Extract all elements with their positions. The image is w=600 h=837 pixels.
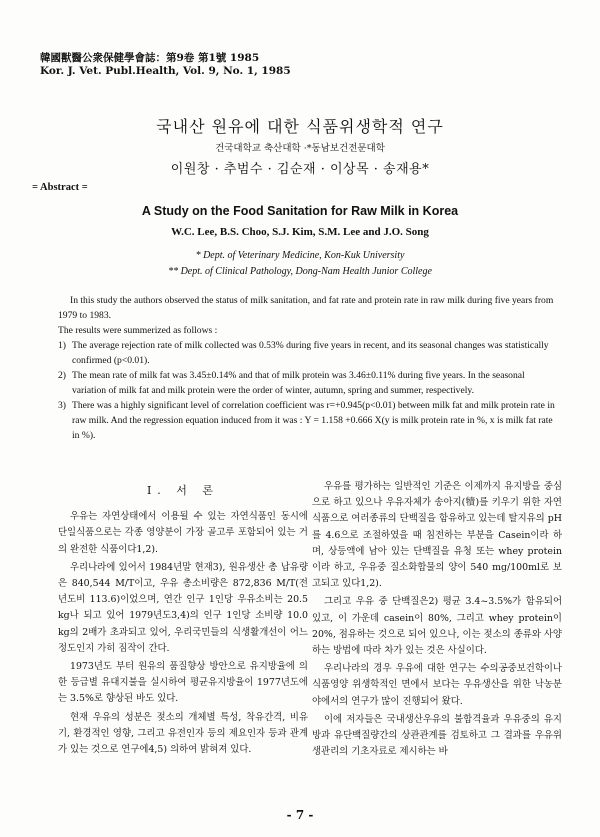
abstract-lead: The results were summerized as follows :	[58, 325, 218, 336]
body-paragraph: 그리고 우유 중 단백질은2) 평균 3.4~3.5%가 함유되어 있고, 이 가운데 casein이 80%, 그리고 whey protein이 20%, 점유하는 것으로 되어 있으나, 이는 젖소의 종류와 사양하는 방법에 따라 차가 있는 것은 사실이다.	[312, 596, 562, 657]
affiliation-en-1: * Dept. of Veterinary Medicine, Kon-Kuk University	[195, 250, 405, 261]
abstract-result-item	[58, 368, 558, 398]
authors-en: W.C. Lee, B.S. Choo, S.J. Kim, S.M. Lee and J.O. Song	[171, 226, 429, 238]
page-number: - 7 -	[286, 808, 314, 822]
abstract-label: = Abstract =	[32, 182, 88, 193]
abstract-intro: In this study the authors observed the status of milk sanitation, and fat rate and protein rate in raw milk during five years from 1979 to 1983.	[58, 295, 554, 321]
abstract-results-list	[58, 338, 558, 443]
body-paragraph: 이에 저자들은 국내생산우유의 불합격율과 우유중의 유지방과 유단백질량간의 상관관계를 검토하고 그 결과를 우유위생관리의 기초자료로 제시하는 바	[312, 713, 562, 758]
journal-header	[40, 52, 291, 78]
body-paragraph: 우유를 평가하는 일반적인 기준은 이제까지 유지방을 중심으로 하고 있으나 우유자체가 송아지(犢)를 키우기 위한 자연식품으로 여러종류의 단백질을 함유하고 있는데 탈지유의 pH를 4.6으로 조절하였을 때 침전하는 부분을 Casein이라 하며, 상등액에 남아 있는 단백질을 유청 또는 whey protein 이라 하고, 우유중 질소화합물의 양이 540 mg/100ml로 보고되고 있다1,2).	[312, 481, 562, 590]
result-text: There was a highly significant level of correlation coefficient was r=+0.945(p<0.01) between milk fat and milk protein rate in raw milk. And the regression equation induced from it was : Y = 1.158 +0.666 X(y is milk protein rate in %, x is milk fat rate in %).	[72, 400, 555, 441]
abstract-body	[58, 293, 558, 443]
body-column-left	[58, 479, 308, 760]
body-paragraph: 현재 우유의 성분은 젖소의 개체별 특성, 착유간격, 비유기, 환경적인 영향, 그리고 유전인자 등의 제요인자 등과 관계가 있는 것으로 연구에4,5) 의하여 밝혀져 있다.	[58, 711, 308, 756]
result-text: The mean rate of milk fat was 3.45±0.14% and that of milk protein was 3.46±0.11% during five years. In the seasonal variation of milk fat and milk protein were the order of winter, autumn, spring and summer, respectively.	[72, 370, 525, 396]
body-column-right	[312, 479, 562, 762]
paper-title-ko: 국내산 원유에 대한 식품위생학적 연구	[156, 117, 444, 136]
body-paragraph: 우유는 자연상태에서 이용될 수 있는 자연식품인 동시에 단일식품으로는 각종 영양분이 가장 골고루 포함되어 있는 거의 완전한 식품이다1,2).	[58, 511, 308, 555]
body-paragraph: 1973년도 부터 원유의 품질향상 방안으로 유지방율에 의한 등급별 유대지불을 실시하여 평균유지방율이 1977년도에는 3.5%로 향상된 바도 있다.	[58, 661, 308, 705]
abstract-result-item	[58, 398, 558, 443]
result-number: 3)	[58, 400, 66, 411]
affiliation-en-2: ** Dept. of Clinical Pathology, Dong-Nam Health Junior College	[168, 266, 432, 277]
body-paragraph: 우리나라의 경우 우유에 대한 연구는 수의공중보건학이나 식품영양 위생학적인 면에서 보다는 우유생산을 위한 낙농분야에서의 연구가 많이 진행되어 왔다.	[312, 663, 562, 707]
journal-title-en: Kor. J. Vet. Publ.Health, Vol. 9, No. 1, 1985	[40, 65, 291, 77]
section-heading: I. 서 론	[146, 484, 220, 497]
abstract-result-item	[58, 338, 558, 368]
paper-title-en: A Study on the Food Sanitation for Raw Milk in Korea	[141, 204, 459, 218]
body-paragraph: 우리나라에 있어서 1984년말 현재3), 원유생산 총 납유량은 840,544 M/T이고, 우유 총소비량은 872,836 M/T(전 년도비 113.6)이었으며, 연간 인구 1인당 우유소비는 20.5 kg나 되고 있어 1979년도3,4)의 인구 1인당 소비량 10.0 kg의 2배가 초과되고 있어, 우리국민들의 식생활개선이 어느 정도인지 가히 짐작이 간다.	[58, 561, 308, 654]
result-number: 1)	[58, 340, 66, 351]
result-number: 2)	[58, 370, 66, 381]
journal-title-ko: 韓國獸醫公衆保健學會誌：第9卷 第1號 1985	[40, 52, 260, 64]
affiliation-ko: 건국대학교 축산대학 ·*동남보건전문대학	[215, 143, 385, 154]
result-text: The average rejection rate of milk collected was 0.53% during five years in recent, and its seasonal changes was statistically confirmed (p<0.01).	[72, 340, 549, 366]
authors-ko: 이원창 · 추범수 · 김순재 · 이상목 · 송재용*	[170, 162, 430, 177]
